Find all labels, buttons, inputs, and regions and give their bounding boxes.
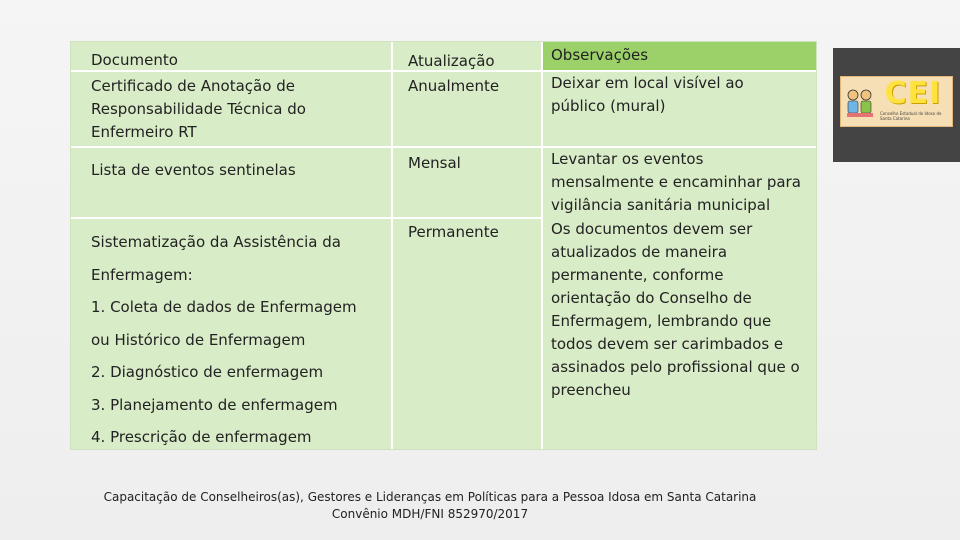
row3-observacoes-line: atualizados de maneira bbox=[551, 243, 728, 261]
row3-documento-line: 1. Coleta de dados de Enfermagem bbox=[91, 298, 357, 316]
row2-documento: Lista de eventos sentinelas bbox=[91, 161, 296, 179]
row-divider bbox=[71, 217, 541, 219]
footer-line-1: Capacitação de Conselheiros(as), Gestores e Lideranças em Políticas para a Pessoa Idosa em Santa Catarina bbox=[103, 490, 757, 504]
footer bbox=[80, 489, 780, 523]
column-divider bbox=[391, 42, 393, 449]
row3-atualizacao: Permanente bbox=[408, 223, 499, 241]
row3-observacoes-line: Os documentos devem ser bbox=[551, 220, 753, 238]
row2-observacoes-line: Levantar os eventos bbox=[551, 150, 704, 168]
row1-observacoes-line: público (mural) bbox=[551, 97, 666, 115]
logo-subtitle: Conselho Estadual do Idoso de Santa Catarina bbox=[880, 111, 942, 121]
row3-observacoes-line: preencheu bbox=[551, 381, 631, 399]
row3-documento-line: 2. Diagnóstico de enfermagem bbox=[91, 363, 324, 381]
row2-observacoes-line: mensalmente e encaminhar para bbox=[551, 173, 801, 191]
row3-documento bbox=[91, 226, 391, 454]
row1-documento-line: Responsabilidade Técnica do bbox=[91, 100, 306, 118]
row3-observacoes-line: assinados pelo profissional que o bbox=[551, 358, 800, 376]
row3-observacoes-line: permanente, conforme bbox=[551, 266, 724, 284]
row3-documento-line: 3. Planejamento de enfermagem bbox=[91, 395, 338, 414]
row2-observacoes-line: vigilância sanitária municipal bbox=[551, 196, 771, 214]
row1-documento-line: Certificado de Anotação de bbox=[91, 77, 295, 95]
logo-text: CEI bbox=[884, 76, 942, 111]
row1-atualizacao: Anualmente bbox=[408, 77, 500, 95]
row3-documento-line: 4. Prescrição de enfermagem bbox=[91, 428, 312, 446]
row2-observacoes bbox=[551, 148, 819, 217]
header-atualizacao: Atualização bbox=[408, 52, 495, 70]
people-icon bbox=[845, 86, 875, 120]
row1-observacoes-line: Deixar em local visível ao bbox=[551, 74, 744, 92]
row3-observacoes-line: todos devem ser carimbados e bbox=[551, 335, 784, 353]
row1-documento bbox=[91, 75, 381, 144]
column-divider bbox=[541, 42, 543, 449]
documents-table bbox=[70, 41, 817, 450]
footer-line-2: Convênio MDH/FNI 852970/2017 bbox=[331, 507, 529, 521]
row1-observacoes bbox=[551, 72, 816, 118]
row3-documento-line: ou Histórico de Enfermagem bbox=[91, 330, 306, 349]
row3-observacoes-line: Enfermagem, lembrando que bbox=[551, 312, 772, 330]
row3-observacoes bbox=[551, 218, 819, 402]
header-observacoes: Observações bbox=[551, 46, 649, 64]
row2-atualizacao: Mensal bbox=[408, 154, 461, 172]
header-documento: Documento bbox=[91, 51, 178, 69]
row3-documento-line: Sistematização da Assistência da bbox=[91, 233, 341, 251]
row3-observacoes-line: orientação do Conselho de bbox=[551, 289, 752, 307]
row3-documento-line: Enfermagem: bbox=[91, 265, 193, 284]
row1-documento-line: Enfermeiro RT bbox=[91, 123, 197, 141]
